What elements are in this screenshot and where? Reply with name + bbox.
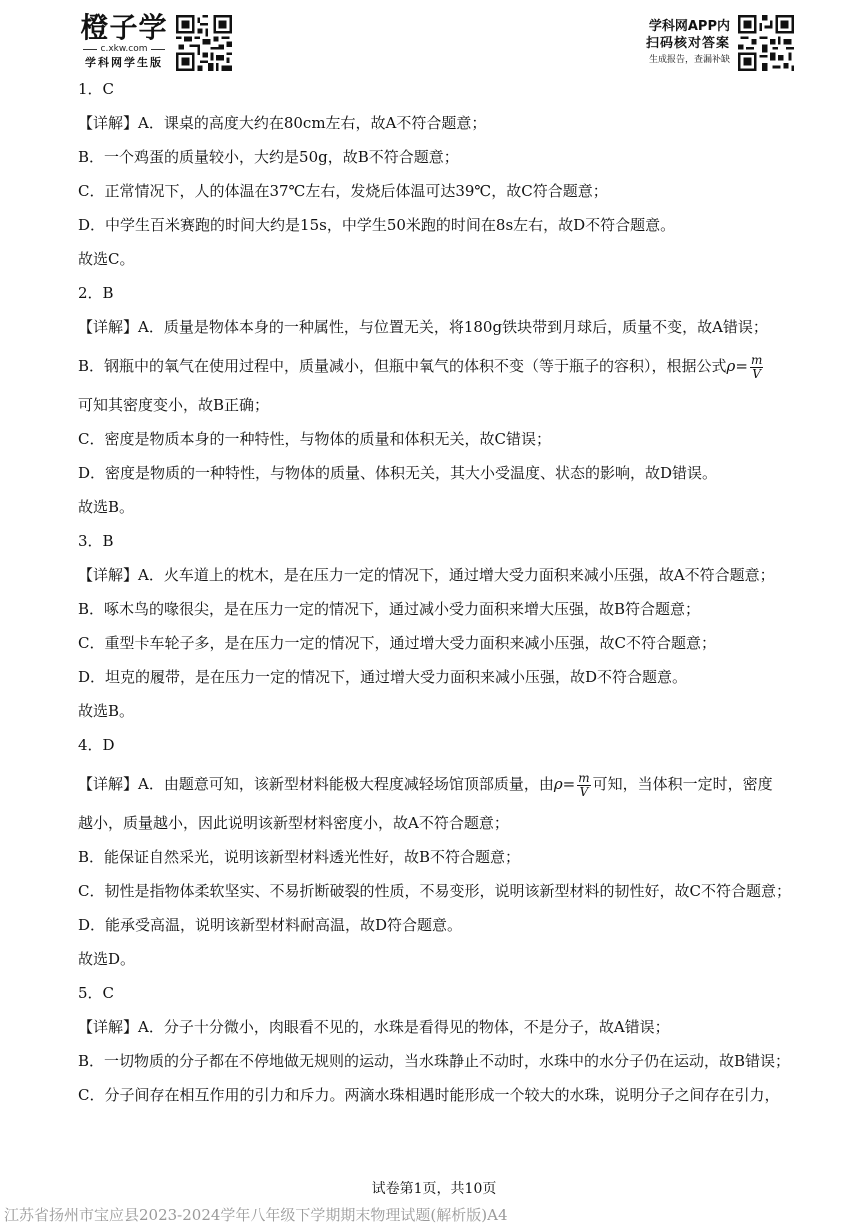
conclusion-line: 故选C。 xyxy=(78,250,135,268)
answer-number: 5．C xyxy=(78,984,115,1002)
explanation-line: B．一个鸡蛋的质量较小，大约是50g，故B不符合题意； xyxy=(78,148,459,166)
explanation-line: B．一切物质的分子都在不停地做无规则的运动，当水珠静止不动时，水珠中的水分子仍在运动，故B错误； xyxy=(78,1052,791,1070)
explanation-line: B．能保证自然采光，说明该新型材料透光性好，故B不符合题意； xyxy=(78,848,521,866)
logo-url: c.xkw.com xyxy=(74,44,174,55)
logo-text: 橙子学 xyxy=(80,11,168,44)
explanation-line: 越小，质量越小，因此说明该新型材料密度小，故A不符合题意； xyxy=(78,814,509,832)
answer-content xyxy=(78,72,798,1112)
qr-code-icon xyxy=(176,15,232,71)
answer-number: 3．B xyxy=(78,532,114,550)
explanation-line: C．分子间存在相互作用的引力和斥力。两滴水珠相遇时能形成一个较大的水珠，说明分子之间存在引力， xyxy=(78,1086,780,1104)
app-promo xyxy=(646,18,730,67)
logo-subtitle: 学科网学生版 xyxy=(85,56,163,69)
qr-code-icon xyxy=(738,15,794,71)
formula-rho: ρ xyxy=(726,357,736,375)
conclusion-line: 故选B。 xyxy=(78,498,135,516)
brand-logo xyxy=(74,12,174,70)
density-formula: $\frac{m}{V}$ xyxy=(578,770,590,799)
promo-line-2: 扫码核对答案 xyxy=(645,36,730,51)
document-watermark: 江苏省扬州市宝应县2023-2024学年八年级下学期期末物理试题(解析版)A4 xyxy=(4,1206,508,1224)
promo-line-3: 生成报告，查漏补缺 xyxy=(648,55,730,65)
formula-equals: = xyxy=(735,357,748,375)
formula-equals: = xyxy=(562,775,576,793)
answer-number: 2．B xyxy=(78,284,114,302)
explanation-line: D．能承受高温，说明该新型材料耐高温，故D符合题意。 xyxy=(78,916,463,934)
promo-line-1: 学科网APP内 xyxy=(648,19,730,34)
explanation-line-with-formula: B．钢瓶中的氧气在使用过程中，质量减小，但瓶中氧气的体积不变（等于瓶子的容积），根据公式ρ= $\frac{m}{V}$ xyxy=(78,352,763,381)
explanation-line: 【详解】A．分子十分微小，肉眼看不见的，水珠是看得见的物体，不是分子，故A错误； xyxy=(78,1018,670,1036)
explanation-line: B．啄木鸟的喙很尖，是在压力一定的情况下，通过减小受力面积来增大压强，故B符合题意； xyxy=(78,600,701,618)
answer-number: 4．D xyxy=(78,736,115,754)
explanation-line: 【详解】A．课桌的高度大约在80cm左右，故A不符合题意； xyxy=(78,114,487,132)
explanation-line: D．坦克的履带，是在压力一定的情况下，通过增大受力面积来减小压强，故D不符合题意。 xyxy=(78,668,688,686)
answer-number: 1．C xyxy=(78,80,115,98)
conclusion-line: 故选D。 xyxy=(78,950,136,968)
density-formula: $\frac{m}{V}$ xyxy=(750,352,763,381)
explanation-line: D．中学生百米赛跑的时间大约是15s，中学生50米跑的时间在8s左右，故D不符合题意。 xyxy=(78,216,676,234)
explanation-line: C．重型卡车轮子多，是在压力一定的情况下，通过增大受力面积来减小压强，故C不符合题意； xyxy=(78,634,716,652)
formula-rho: ρ xyxy=(553,775,563,793)
explanation-line-with-formula: 【详解】A．由题意可知，该新型材料能极大程度减轻场馆顶部质量，由ρ= $\frac{m}{V}$ 可知，当体积一定时，密度 xyxy=(78,770,773,799)
explanation-line: 【详解】A．火车道上的枕木，是在压力一定的情况下，通过增大受力面积来减小压强，故A不符合题意； xyxy=(78,566,775,584)
conclusion-line: 故选B。 xyxy=(78,702,135,720)
explanation-line: 可知其密度变小，故B正确； xyxy=(78,396,270,414)
explanation-line: C．韧性是指物体柔软坚实、不易折断破裂的性质，不易变形，说明该新型材料的韧性好，故C不符合题意； xyxy=(78,882,791,900)
explanation-line: C．密度是物质本身的一种特性，与物体的质量和体积无关，故C错误； xyxy=(78,430,551,448)
explanation-line: D．密度是物质的一种特性，与物体的质量、体积无关，其大小受温度、状态的影响，故D错误。 xyxy=(78,464,718,482)
page-number: 试卷第1页，共10页 xyxy=(371,1181,497,1197)
explanation-line: 【详解】A．质量是物体本身的一种属性，与位置无关，将180g铁块带到月球后，质量不变，故A错误； xyxy=(78,318,768,336)
explanation-line: C．正常情况下，人的体温在37℃左右，发烧后体温可达39℃，故C符合题意； xyxy=(78,182,608,200)
